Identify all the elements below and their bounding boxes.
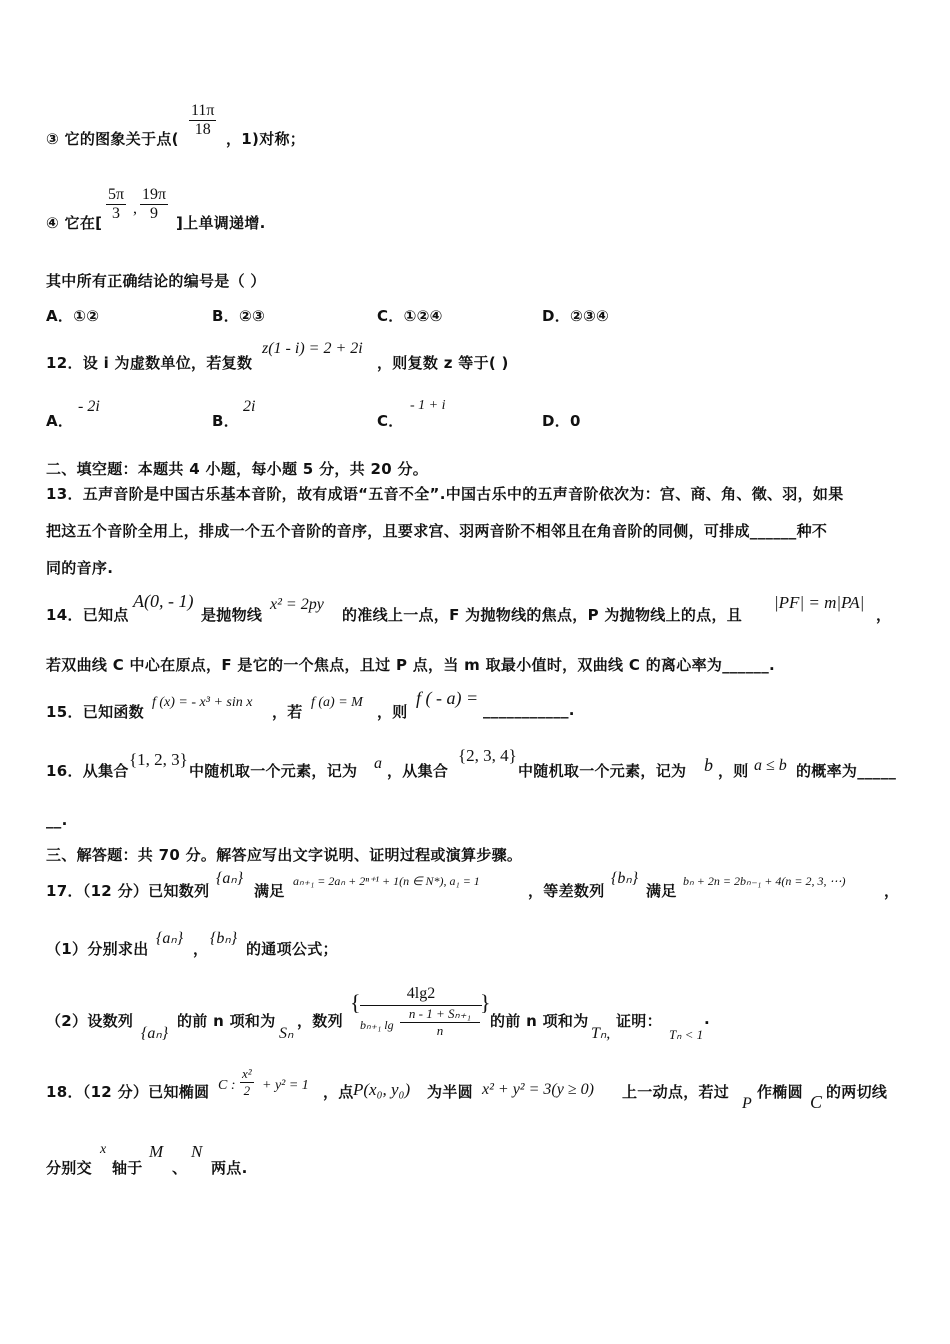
q12-option-b-label: B． xyxy=(212,412,240,430)
q18-prefix: 18．（12 分）已知椭圆 xyxy=(46,1083,210,1101)
q14-end: ， xyxy=(876,606,892,624)
q12-formula: z(1 - i) = 2 + 2i xyxy=(262,340,363,357)
left-brace: { xyxy=(350,990,361,1015)
q18-mid3: 上一动点，若过 xyxy=(622,1083,730,1101)
q16-var-b: b xyxy=(704,755,713,775)
section2-heading: 二、填空题：本题共 4 小题，每小题 5 分，共 20 分。 xyxy=(46,460,429,478)
q14-parabola: x² = 2py xyxy=(270,596,324,613)
q18-mid4: 作椭圆 xyxy=(757,1083,803,1101)
q12-option-c-value: - 1 + i xyxy=(410,398,446,413)
q17-part1-separator: ， xyxy=(193,940,209,958)
q17-part2-end: . xyxy=(704,1010,710,1028)
q18-ellipse-left: C : xyxy=(218,1078,236,1093)
q18-circle: x² + y² = 3(y ≥ 0) xyxy=(482,1081,594,1098)
q17-mid3: 满足 xyxy=(646,882,677,900)
right-brace: } xyxy=(480,990,491,1015)
q14-point: A(0, - 1) xyxy=(133,591,194,611)
fraction-denominator xyxy=(360,1006,482,1046)
fraction-denominator: 9 xyxy=(150,205,159,222)
q16-mid4: ，则 xyxy=(718,762,749,780)
q11-item4-fraction1 xyxy=(106,186,126,223)
q16-suffix: 的概率为_____ xyxy=(796,762,897,780)
q12-option-a-label: A． xyxy=(46,412,74,430)
q18-line2-M: M xyxy=(149,1142,164,1161)
q11-option-a: A．①② xyxy=(46,307,100,325)
fraction-numerator: 11π xyxy=(191,102,215,119)
q18-line2-x: x xyxy=(100,1142,107,1157)
q17-part2-mid4: 证明： xyxy=(616,1012,662,1030)
q16-line2: __. xyxy=(46,811,68,829)
q12-prefix: 12．设 i 为虚数单位，若复数 xyxy=(46,354,253,372)
q17-part2-prefix: （2）设数列 xyxy=(46,1012,134,1030)
q13-line1: 13．五声音阶是中国古乐基本音阶，故有成语“五音不全”.中国古乐中的五声音阶依次为：宫、商、角、徵、羽，如果 xyxy=(46,485,844,503)
q18-line2-end: 两点. xyxy=(211,1159,248,1177)
q16-condition: a ≤ b xyxy=(754,757,787,774)
q17-part2-mid1: 的前 n 项和为 xyxy=(177,1012,276,1030)
q12-option-d: D．0 xyxy=(542,412,581,430)
q12-option-c-label: C． xyxy=(377,412,404,430)
q17-seq-a: {aₙ} xyxy=(216,870,244,887)
q17-part1-suffix: 的通项公式； xyxy=(246,940,338,958)
q15-condition: f (a) = M xyxy=(311,695,363,710)
q16-set1: {1, 2, 3} xyxy=(129,750,188,769)
q16-mid3: 中随机取一个元素，记为 xyxy=(518,762,687,780)
q15-mid1: ，若 xyxy=(272,703,303,721)
q11-item4-suffix: ]上单调递增. xyxy=(176,214,266,232)
q14-mid1: 是抛物线 xyxy=(201,606,263,624)
q17-part1-seq-b: {bₙ} xyxy=(210,930,238,947)
q11-item4-prefix: ④ 它在[ xyxy=(46,214,103,232)
q17-part2-S: Sₙ xyxy=(279,1025,294,1042)
q17-part2-T: Tₙ, xyxy=(591,1025,611,1042)
q18-mid2: 为半圆 xyxy=(427,1083,473,1101)
q17-part2-inequality: Tₙ < 1 xyxy=(669,1027,704,1042)
q17-part2-big-fraction xyxy=(360,985,482,1046)
q12-option-a-value: - 2i xyxy=(78,398,100,415)
section3-heading: 三、解答题：共 70 分。解答应写出文字说明、证明过程或演算步骤。 xyxy=(46,846,523,864)
q15-blank: ___________. xyxy=(483,701,575,719)
q14-line2: 若双曲线 C 中心在原点，F 是它的一个焦点，且过 P 点，当 m 取最小值时，双曲线 C 的离心率为______. xyxy=(46,656,775,674)
q14-mid2: 的准线上一点，F 为抛物线的焦点，P 为抛物线上的点，且 xyxy=(342,606,743,624)
q17-mid2: ，等差数列 xyxy=(528,882,605,900)
q11-item4-fraction2 xyxy=(140,186,168,223)
q11-item4-comma: , xyxy=(133,200,137,217)
q18-var-P: P xyxy=(742,1095,752,1112)
fraction-denominator: 18 xyxy=(194,121,211,138)
q12-suffix: ，则复数 z 等于( ) xyxy=(377,354,509,372)
q12-option-b-value: 2i xyxy=(243,398,256,415)
inner-denominator: n xyxy=(436,1023,444,1038)
q17-mid1: 满足 xyxy=(254,882,285,900)
fraction-numerator: 19π xyxy=(142,186,167,203)
q13-line3: 同的音序. xyxy=(46,559,114,577)
fraction-numerator: 4lg2 xyxy=(360,985,482,1006)
q13-line2: 把这五个音阶全用上，排成一个五个音阶的音序，且要求宫、羽两音阶不相邻且在角音阶的同侧，可排成______种不 xyxy=(46,522,828,540)
fraction-numerator: x² xyxy=(242,1066,252,1081)
q16-prefix: 16．从集合 xyxy=(46,762,129,780)
fraction-numerator: 5π xyxy=(108,186,125,203)
q18-point: P(x₀, y₀) xyxy=(353,1080,411,1099)
q18-line2-separator: 、 xyxy=(172,1159,188,1177)
q17-recurrence-b: bₙ + 2n = 2bₙ₋₁ + 4(n = 2, 3, ⋯) xyxy=(683,874,846,888)
q15-function: f (x) = - x³ + sin x xyxy=(152,695,253,710)
q11-item3-prefix: ③ 它的图象关于点( xyxy=(46,130,179,148)
q11-option-d: D．②③④ xyxy=(542,307,610,325)
q15-ask: f ( - a) = xyxy=(416,688,479,708)
q17-seq-b: {bₙ} xyxy=(611,870,639,887)
denominator-left: bₙ₊₁ lg xyxy=(360,1018,394,1032)
q18-ellipse-fraction xyxy=(240,1066,254,1099)
q11-question: 其中所有正确结论的编号是（ ） xyxy=(46,272,266,290)
q15-mid2: ，则 xyxy=(377,703,408,721)
q16-mid1: 中随机取一个元素，记为 xyxy=(189,762,358,780)
q17-part2-mid3: 的前 n 项和为 xyxy=(490,1012,589,1030)
q18-line2-prefix: 分别交 xyxy=(46,1159,92,1177)
q11-item3-suffix: ，1)对称； xyxy=(226,130,306,148)
q17-part1-seq-a: {aₙ} xyxy=(156,930,184,947)
q14-prefix: 14．已知点 xyxy=(46,606,129,624)
q17-part2-seq: {aₙ} xyxy=(141,1025,169,1042)
q11-item3-fraction xyxy=(189,102,216,139)
q18-mid1: ，点 xyxy=(323,1083,354,1101)
q18-suffix: 的两切线 xyxy=(826,1083,888,1101)
q17-end: ， xyxy=(884,882,900,900)
q18-var-C: C xyxy=(810,1092,823,1112)
q18-ellipse-right: + y² = 1 xyxy=(262,1078,309,1093)
inner-fraction xyxy=(400,1006,480,1039)
q17-part2-mid2: ，数列 xyxy=(297,1012,343,1030)
q11-option-b: B．②③ xyxy=(212,307,266,325)
fraction-denominator: 2 xyxy=(243,1083,251,1098)
q18-line2-N: N xyxy=(191,1142,203,1161)
inner-numerator: n - 1 + Sₙ₊₁ xyxy=(400,1006,480,1023)
q16-set2: {2, 3, 4} xyxy=(458,746,517,765)
q17-prefix: 17．（12 分）已知数列 xyxy=(46,882,210,900)
q11-option-c: C．①②④ xyxy=(377,307,443,325)
q17-recurrence-a: aₙ₊₁ = 2aₙ + 2ⁿ⁺¹ + 1(n ∈ N*), a₁ = 1 xyxy=(293,874,480,888)
q16-var-a: a xyxy=(374,755,382,772)
q17-part1-prefix: （1）分别求出 xyxy=(46,940,149,958)
fraction-denominator: 3 xyxy=(112,205,121,222)
q15-prefix: 15．已知函数 xyxy=(46,703,144,721)
q14-condition: |PF| = m|PA| xyxy=(774,593,865,612)
q18-line2-mid: 轴于 xyxy=(112,1159,143,1177)
q16-mid2: ，从集合 xyxy=(387,762,449,780)
